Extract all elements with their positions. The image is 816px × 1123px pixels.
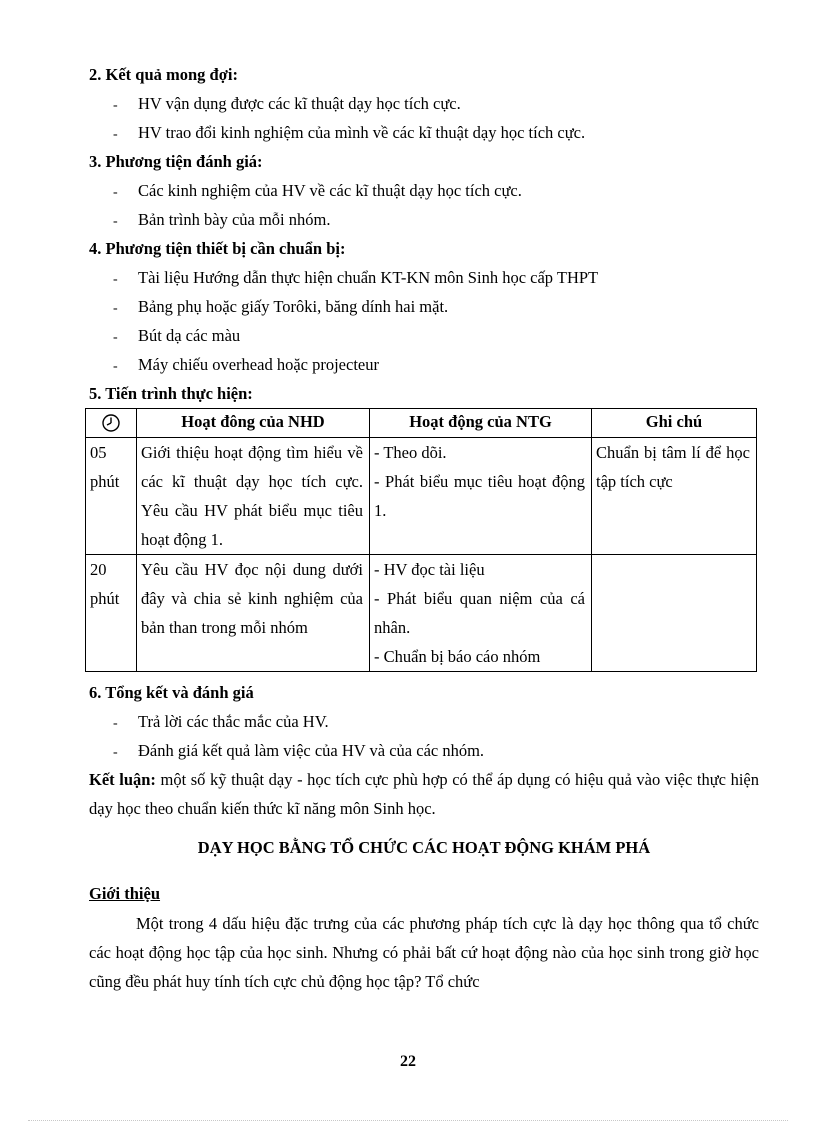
bullet-marker: -	[113, 214, 118, 229]
list-item-text: HV trao đổi kinh nghiệm của mình về các kĩ thuật dạy học tích cực.	[138, 123, 586, 142]
list-item	[89, 350, 759, 379]
nhd-column-header: Hoạt đông của NHD	[137, 409, 370, 438]
list-item	[89, 118, 759, 147]
summary-heading: 6. Tổng kết và đánh giá	[89, 683, 254, 702]
ntg-cell	[370, 555, 592, 672]
note-cell: Chuẩn bị tâm lí để học tập tích cực	[592, 438, 757, 555]
time-value: 20	[90, 560, 107, 579]
clock-icon	[101, 413, 121, 433]
time-cell	[86, 438, 137, 555]
time-cell	[86, 555, 137, 672]
section-title: DẠY HỌC BẰNG TỔ CHỨC CÁC HOẠT ĐỘNG KHÁM PHÁ	[197, 838, 651, 857]
page-bottom-divider	[28, 1120, 788, 1121]
expected-results-heading: 2. Kết quả mong đợi:	[89, 65, 238, 84]
intro-heading: Giới thiệu	[89, 884, 161, 903]
bullet-marker: -	[113, 272, 118, 287]
table-row	[86, 555, 757, 672]
list-item	[89, 707, 759, 736]
note-column-header: Ghi chú	[592, 409, 757, 438]
list-item	[89, 205, 759, 234]
ntg-column-header: Hoạt động của NTG	[370, 409, 592, 438]
time-unit: phút	[90, 589, 120, 608]
table-row	[86, 438, 757, 555]
conclusion-label: Kết luận:	[89, 770, 156, 789]
ntg-cell	[370, 438, 592, 555]
list-item-text: Máy chiếu overhead hoặc projecteur	[138, 355, 379, 374]
ntg-line: - HV đọc tài liệu	[374, 560, 485, 579]
bullet-marker: -	[113, 359, 118, 374]
bullet-marker: -	[113, 185, 118, 200]
list-item	[89, 176, 759, 205]
list-item-text: Đánh giá kết quả làm việc của HV và của các nhóm.	[138, 741, 485, 760]
time-unit: phút	[90, 472, 120, 491]
list-item-text: Trả lời các thắc mắc của HV.	[138, 712, 329, 731]
ntg-line: - Phát biểu quan niệm của cá nhân.	[374, 589, 585, 637]
process-table	[85, 408, 757, 672]
table-header-row	[86, 409, 757, 438]
time-value: 05	[90, 443, 107, 462]
list-item	[89, 736, 759, 765]
process-heading: 5. Tiến trình thực hiện:	[89, 384, 253, 403]
list-item	[89, 292, 759, 321]
list-item-text: Bút dạ các màu	[138, 326, 241, 345]
list-item-text: Các kinh nghiệm của HV về các kĩ thuật dạy học tích cực.	[138, 181, 522, 200]
bullet-marker: -	[113, 330, 118, 345]
list-item-text: HV vận dụng được các kĩ thuật dạy học tích cực.	[138, 94, 461, 113]
list-item-text: Bảng phụ hoặc giấy Torôki, băng dính hai mặt.	[138, 297, 449, 316]
bullet-marker: -	[113, 716, 118, 731]
list-item	[89, 321, 759, 350]
ntg-line: - Theo dõi.	[374, 443, 447, 462]
evaluation-heading: 3. Phương tiện đánh giá:	[89, 152, 263, 171]
list-item	[89, 263, 759, 292]
note-cell	[592, 555, 757, 672]
conclusion-paragraph	[89, 765, 759, 823]
ntg-line: - Phát biểu mục tiêu hoạt động 1.	[374, 472, 585, 520]
nhd-cell: Yêu cầu HV đọc nội dung dưới đây và chia sẻ kinh nghiệm của bản than trong mỗi nhóm	[137, 555, 370, 672]
page-number: 22	[400, 1053, 416, 1070]
bullet-marker: -	[113, 127, 118, 142]
ntg-line: - Chuẩn bị báo cáo nhóm	[374, 647, 541, 666]
bullet-marker: -	[113, 98, 118, 113]
page-content	[89, 60, 759, 996]
list-item-text: Tài liệu Hướng dẫn thực hiện chuẩn KT-KN môn Sinh học cấp THPT	[138, 268, 599, 287]
intro-paragraph: Một trong 4 dấu hiệu đặc trưng của các phương pháp tích cực là dạy học thông qua tổ chức các hoạt động học tập của học sinh. Nhưng có phải bất cứ hoạt động nào của học sinh trong giờ học cũng đều phát huy tính tích cực chủ động học tập? Tổ chức	[89, 914, 759, 991]
nhd-cell: Giới thiệu hoạt động tìm hiểu về các kĩ thuật dạy học tích cực. Yêu cầu HV phát biểu mục tiêu hoạt động 1.	[137, 438, 370, 555]
equipment-heading: 4. Phương tiện thiết bị cần chuẩn bị:	[89, 239, 346, 258]
list-item	[89, 89, 759, 118]
conclusion-text: một số kỹ thuật dạy - học tích cực phù hợp có thể áp dụng có hiệu quả vào việc thực hiện dạy học theo chuẩn kiến thức kĩ năng môn Sinh học.	[89, 770, 759, 818]
bullet-marker: -	[113, 301, 118, 316]
list-item-text: Bản trình bày của mỗi nhóm.	[138, 210, 331, 229]
bullet-marker: -	[113, 745, 118, 760]
time-column-header	[86, 409, 137, 438]
